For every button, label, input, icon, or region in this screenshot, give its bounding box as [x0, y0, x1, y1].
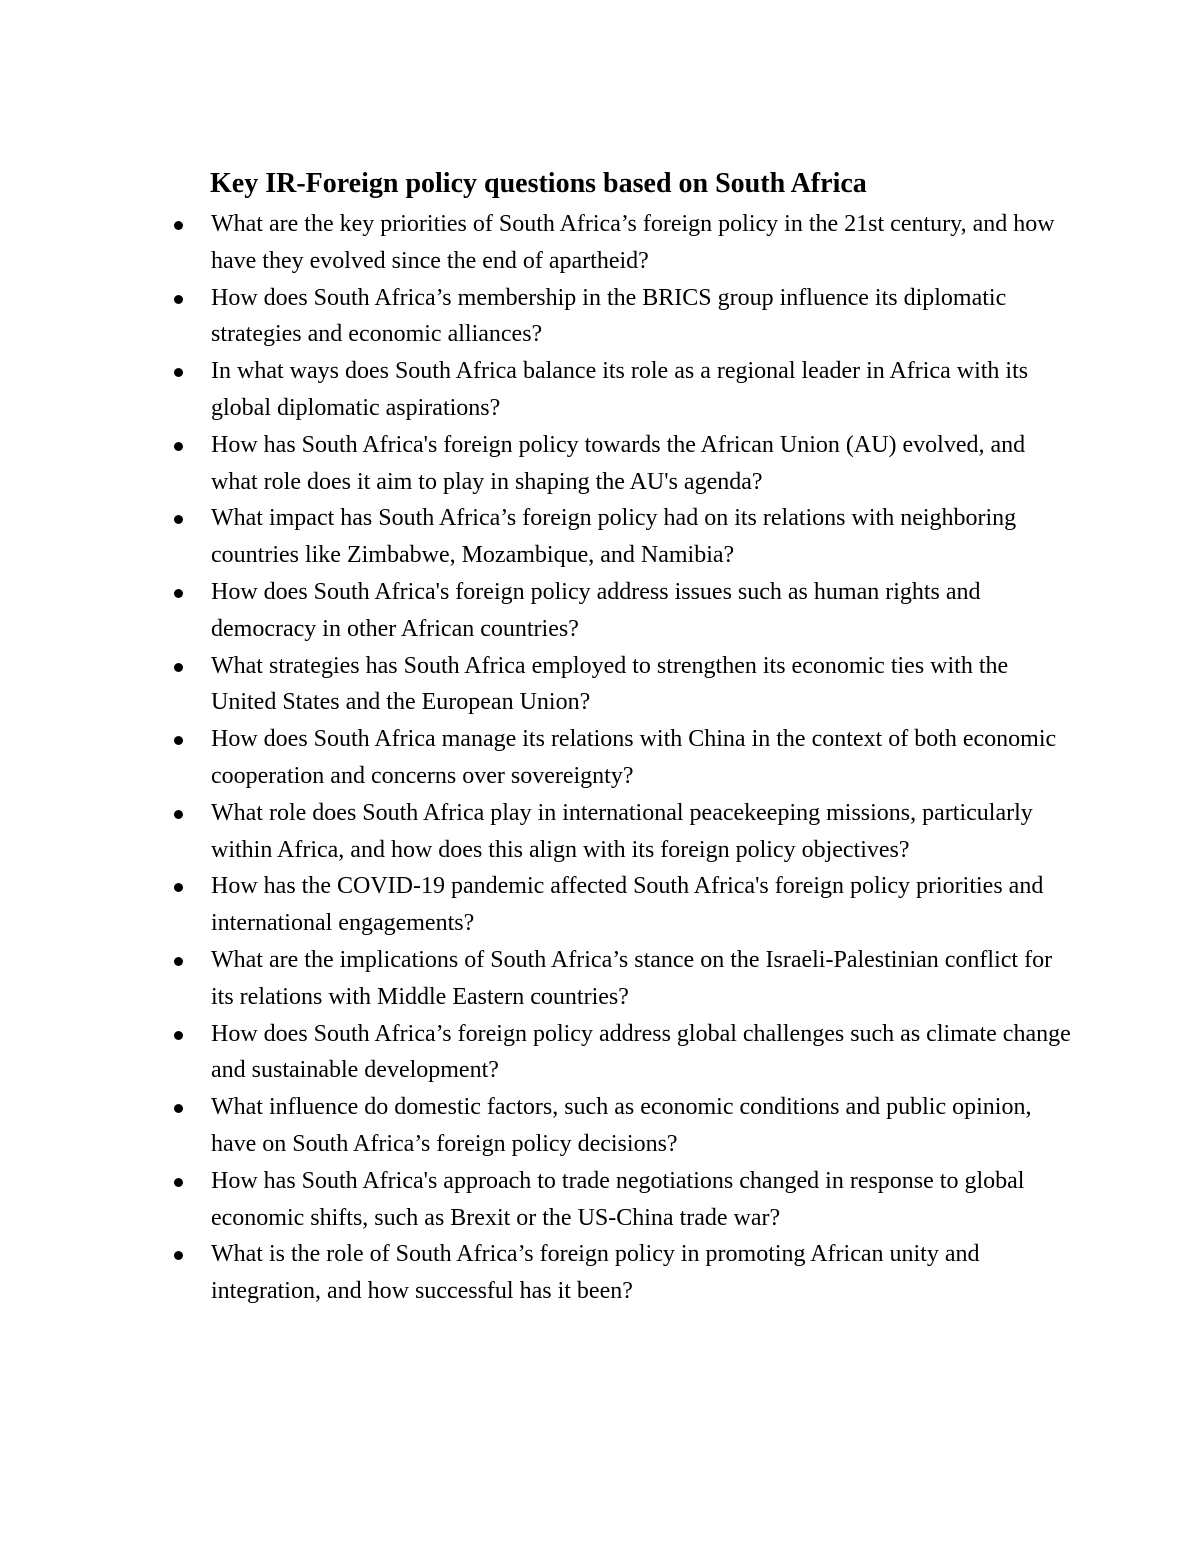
question-text: How has the COVID-19 pandemic affected South Africa's foreign policy priorities and international engagements? [211, 873, 1044, 937]
question-item [211, 1089, 1071, 1163]
bullet-icon [174, 515, 183, 524]
question-text: How does South Africa manage its relations with China in the context of both economic cooperation and concerns over sovereignty? [211, 726, 1057, 789]
question-item [211, 280, 1071, 354]
bullet-icon [174, 1104, 183, 1113]
question-item [211, 942, 1071, 1016]
bullet-icon [174, 810, 183, 819]
bullet-icon [174, 1031, 183, 1040]
question-text: In what ways does South Africa balance its role as a regional leader in Africa with its global diplomatic aspirations? [211, 358, 1029, 421]
question-text: What are the key priorities of South Africa’s foreign policy in the 21st century, and how have they evolved since the end of apartheid? [211, 211, 1055, 274]
question-text: How does South Africa’s foreign policy address global challenges such as climate change and sustainable development? [211, 1020, 1071, 1084]
bullet-icon [174, 1178, 183, 1187]
bullet-icon [174, 368, 183, 377]
question-item [211, 795, 1071, 869]
question-text: What is the role of South Africa’s foreign policy in promoting African unity and integration, and how successful has it been? [211, 1241, 980, 1305]
bullet-icon [174, 295, 183, 304]
bullet-icon [174, 736, 183, 745]
question-item [211, 648, 1071, 722]
question-item [211, 1016, 1071, 1090]
bullet-icon [174, 442, 183, 451]
bullet-icon [174, 957, 183, 966]
question-item [211, 1236, 1071, 1310]
bullet-icon [174, 883, 183, 892]
question-text: How has South Africa's foreign policy towards the African Union (AU) evolved, and what role does it aim to play in shaping the AU's agenda? [211, 431, 1026, 495]
question-item [211, 353, 1071, 427]
question-text: What impact has South Africa’s foreign policy had on its relations with neighboring countries like Zimbabwe, Mozambique, and Namibia? [211, 505, 1017, 569]
question-text: What strategies has South Africa employed to strengthen its economic ties with the United States and the European Union? [211, 652, 1009, 716]
question-item [211, 574, 1071, 648]
bullet-icon [174, 589, 183, 598]
document-title: Key IR-Foreign policy questions based on South Africa [210, 168, 867, 199]
bullet-icon [174, 1251, 183, 1260]
question-item [211, 1163, 1071, 1237]
question-text: What are the implications of South Africa’s stance on the Israeli-Palestinian conflict for its relations with Middle Eastern countries? [211, 946, 1053, 1010]
question-list [211, 206, 1071, 1310]
question-item [211, 868, 1071, 942]
question-item [211, 206, 1071, 280]
question-text: How has South Africa's approach to trade negotiations changed in response to global economic shifts, such as Brexit or the US-China trade war? [211, 1167, 1025, 1231]
question-item [211, 721, 1071, 795]
bullet-icon [174, 663, 183, 672]
question-text: What influence do domestic factors, such as economic conditions and public opinion, have on South Africa’s foreign policy decisions? [211, 1094, 1032, 1157]
question-text: How does South Africa’s membership in the BRICS group influence its diplomatic strategies and economic alliances? [211, 284, 1007, 348]
bullet-icon [174, 221, 183, 230]
question-text: What role does South Africa play in international peacekeeping missions, particularly within Africa, and how does this align with its foreign policy objectives? [211, 799, 1033, 863]
question-item [211, 500, 1071, 574]
question-item [211, 427, 1071, 501]
question-text: How does South Africa's foreign policy address issues such as human rights and democracy in other African countries? [211, 578, 981, 642]
